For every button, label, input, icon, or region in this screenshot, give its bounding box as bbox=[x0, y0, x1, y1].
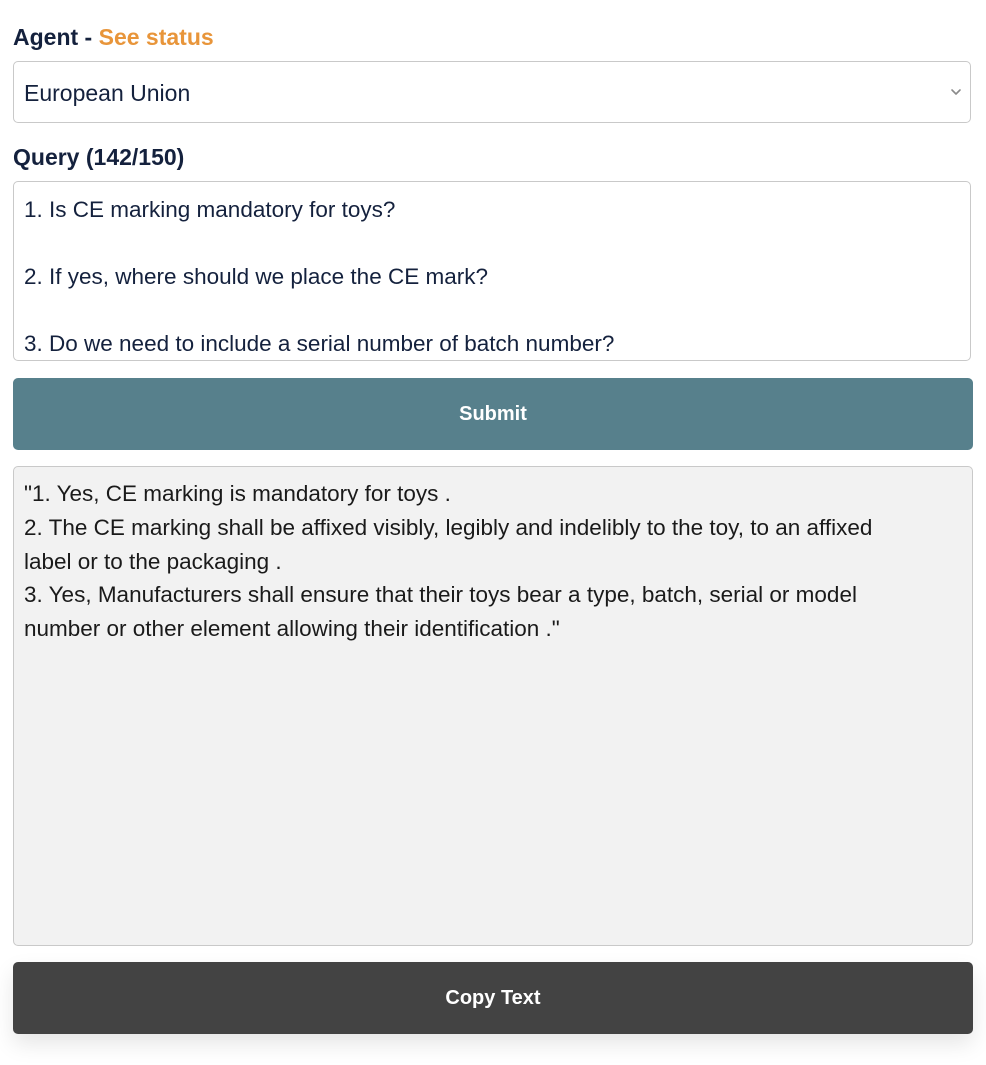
region-select-value: European Union bbox=[24, 80, 191, 106]
copy-text-button[interactable]: Copy Text bbox=[13, 962, 973, 1034]
see-status-link[interactable]: See status bbox=[98, 24, 214, 50]
region-select[interactable] bbox=[13, 61, 971, 123]
query-line: 3. Do we need to include a serial number of batch number? bbox=[24, 331, 615, 356]
query-line: 1. Is CE marking mandatory for toys? bbox=[24, 197, 396, 222]
query-line: 2. If yes, where should we place the CE mark? bbox=[24, 264, 488, 289]
query-textarea[interactable] bbox=[13, 181, 971, 361]
response-line: 2. The CE marking shall be affixed visibly, legibly and indelibly to the toy, to an affixed bbox=[24, 515, 873, 540]
response-line: number or other element allowing their identification ." bbox=[24, 616, 560, 641]
query-heading: Query (142/150) bbox=[13, 144, 185, 170]
response-line: label or to the packaging . bbox=[24, 549, 282, 574]
chevron-down-icon bbox=[950, 86, 962, 98]
response-output bbox=[13, 466, 973, 946]
submit-button[interactable]: Submit bbox=[13, 378, 973, 450]
response-line: "1. Yes, CE marking is mandatory for toys . bbox=[24, 481, 451, 506]
agent-label: Agent - bbox=[13, 24, 99, 50]
agent-heading bbox=[13, 23, 214, 51]
response-line: 3. Yes, Manufacturers shall ensure that their toys bear a type, batch, serial or model bbox=[24, 582, 857, 607]
